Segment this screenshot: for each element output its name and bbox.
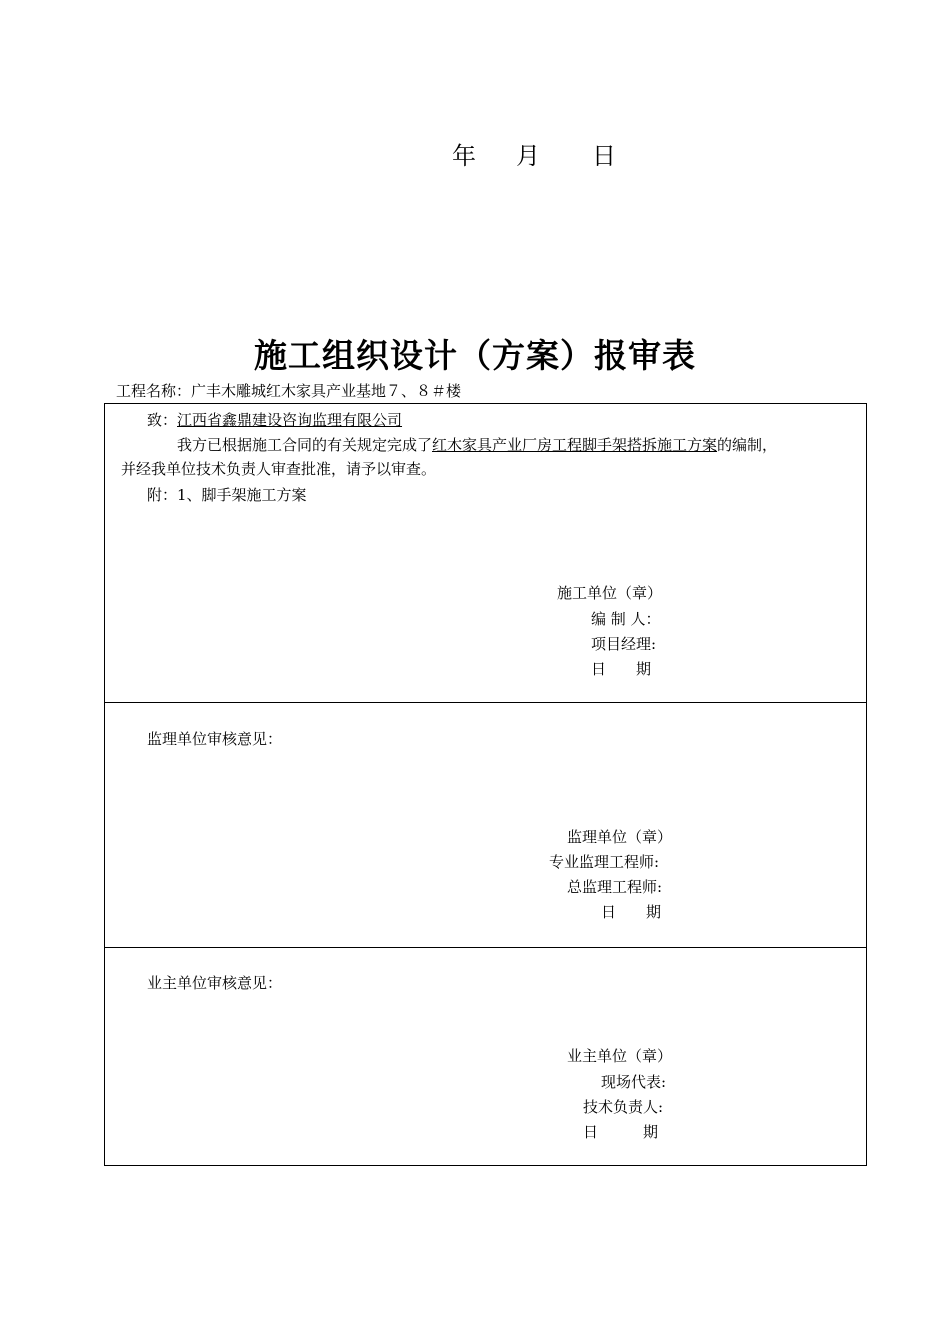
- section2-date-label: 日 期: [601, 903, 662, 921]
- section1-date-label: 日 期: [591, 660, 652, 678]
- statement-prefix: 我方已根据施工合同的有关规定完成了: [177, 436, 433, 454]
- statement-line-1: [177, 434, 777, 455]
- to-line: [147, 409, 402, 430]
- statement-line-2: 并经我单位技术负责人审查批准，请予以审查。: [121, 460, 437, 478]
- chief-engineer-label: 总监理工程师:: [567, 878, 663, 896]
- date-month: 月: [516, 142, 540, 170]
- section-divider-1: [105, 702, 866, 703]
- date-year: 年: [452, 142, 476, 170]
- form-title: 施工组织设计（方案）报审表: [254, 336, 696, 375]
- project-name: 广丰木雕城红木家具产业基地７、８＃楼: [191, 382, 462, 400]
- supervision-opinion-heading: 监理单位审核意见：: [147, 730, 283, 748]
- section-divider-2: [105, 947, 866, 948]
- project-line: [116, 380, 461, 401]
- to-label: 致：: [147, 411, 178, 429]
- project-label: 工程名称：: [116, 382, 192, 400]
- owner-unit-seal: 业主单位（章）: [567, 1047, 673, 1065]
- construction-unit-seal: 施工单位（章）: [557, 584, 663, 602]
- site-representative-label: 现场代表:: [601, 1073, 667, 1091]
- form-table: [104, 403, 867, 1166]
- date-day: 日: [592, 142, 616, 170]
- technical-lead-label: 技术负责人:: [583, 1098, 664, 1116]
- specialist-engineer-label: 专业监理工程师:: [549, 853, 660, 871]
- plan-name: 红木家具产业厂房工程脚手架搭拆施工方案: [432, 436, 718, 454]
- statement-suffix: 的编制，: [717, 436, 778, 454]
- date-header: [0, 136, 950, 168]
- owner-opinion-heading: 业主单位审核意见：: [147, 974, 283, 992]
- preparer-label: 编 制 人：: [591, 610, 661, 628]
- supervision-unit-seal: 监理单位（章）: [567, 828, 673, 846]
- project-manager-label: 项目经理:: [591, 635, 657, 653]
- to-company: 江西省鑫鼎建设咨询监理有限公司: [177, 411, 403, 429]
- attachment-line: 附：1、脚手架施工方案: [147, 486, 307, 504]
- section3-date-label: 日 期: [583, 1123, 659, 1141]
